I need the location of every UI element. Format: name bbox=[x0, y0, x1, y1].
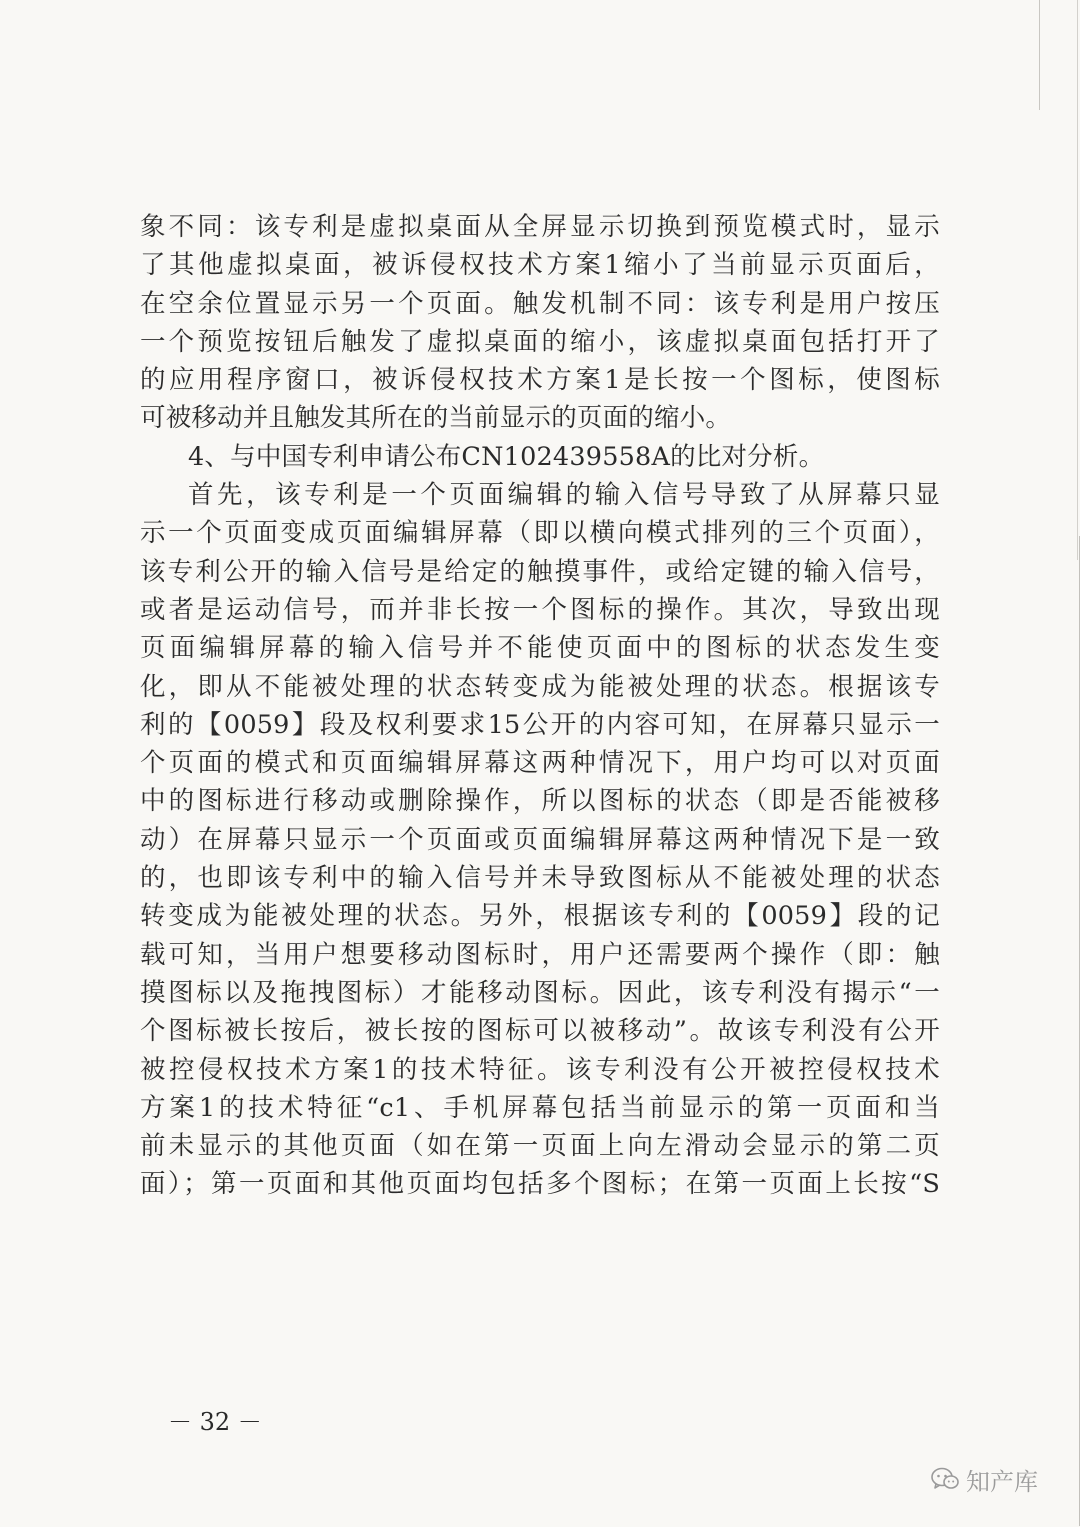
text-line: 化，即从不能被处理的状态转变成为能被处理的状态。根据该专 bbox=[140, 671, 940, 702]
text-line: 了其他虚拟桌面，被诉侵权技术方案1缩小了当前显示页面后， bbox=[140, 250, 940, 281]
scan-edge-line bbox=[1039, 0, 1040, 110]
wechat-icon bbox=[930, 1466, 960, 1492]
text-line: 在空余位置显示另一个页面。触发机制不同：该专利是用户按压 bbox=[140, 288, 940, 319]
text-line: 个页面的模式和页面编辑屏幕这两种情况下，用户均可以对页面 bbox=[140, 748, 940, 779]
text-line: 载可知，当用户想要移动图标时，用户还需要两个操作（即：触 bbox=[140, 939, 940, 970]
text-line: 的，也即该专利中的输入信号并未导致图标从不能被处理的状态 bbox=[140, 863, 940, 894]
text-line: 该专利公开的输入信号是给定的触摸事件，或给定键的输入信号， bbox=[140, 556, 940, 587]
text-line: 转变成为能被处理的状态。另外，根据该专利的【0059】段的记 bbox=[140, 901, 940, 932]
text-line: 利的【0059】段及权利要求15公开的内容可知，在屏幕只显示一 bbox=[140, 709, 940, 740]
page-number: － 32 － bbox=[168, 1408, 262, 1436]
text-line: 象不同：该专利是虚拟桌面从全屏显示切换到预览模式时，显示 bbox=[140, 212, 940, 242]
section-heading: 4、与中国专利申请公布CN102439558A的比对分析。 bbox=[188, 441, 825, 472]
body-text bbox=[140, 208, 940, 1204]
watermark-text: 知产库 bbox=[966, 1467, 1038, 1496]
text-line: 或者是运动信号，而并非长按一个图标的操作。其次，导致出现 bbox=[140, 594, 940, 625]
text-line: 面）；第一页面和其他页面均包括多个图标；在第一页面上长按“S bbox=[140, 1169, 940, 1200]
text-line: 个图标被长按后，被长按的图标可以被移动”。故该专利没有公开 bbox=[140, 1016, 940, 1047]
text-line: 方案1的技术特征“c1、手机屏幕包括当前显示的第一页面和当 bbox=[140, 1092, 940, 1123]
text-line: 页面编辑屏幕的输入信号并不能使页面中的图标的状态发生变 bbox=[140, 633, 940, 664]
text-line: 被控侵权技术方案1的技术特征。该专利没有公开被控侵权技术 bbox=[140, 1054, 940, 1085]
text-line: 首先，该专利是一个页面编辑的输入信号导致了从屏幕只显 bbox=[188, 480, 940, 511]
text-line: 摸图标以及拖拽图标）才能移动图标。因此，该专利没有揭示“一 bbox=[140, 977, 940, 1008]
text-line: 示一个页面变成页面编辑屏幕（即以横向模式排列的三个页面）， bbox=[140, 518, 940, 549]
text-line: 的应用程序窗口，被诉侵权技术方案1是长按一个图标，使图标 bbox=[140, 365, 940, 396]
text-line: 中的图标进行移动或删除操作，所以图标的状态（即是否能被移 bbox=[140, 786, 940, 817]
text-line: 动）在屏幕只显示一个页面或页面编辑屏幕这两种情况下是一致 bbox=[140, 824, 940, 855]
text-line: 可被移动并且触发其所在的当前显示的页面的缩小。 bbox=[140, 403, 732, 434]
scan-edge-line bbox=[1077, 0, 1078, 560]
text-line: 前未显示的其他页面（如在第一页面上向左滑动会显示的第二页 bbox=[140, 1131, 940, 1162]
watermark bbox=[930, 1462, 1038, 1496]
text-line: 一个预览按钮后触发了虚拟桌面的缩小，该虚拟桌面包括打开了 bbox=[140, 326, 940, 357]
